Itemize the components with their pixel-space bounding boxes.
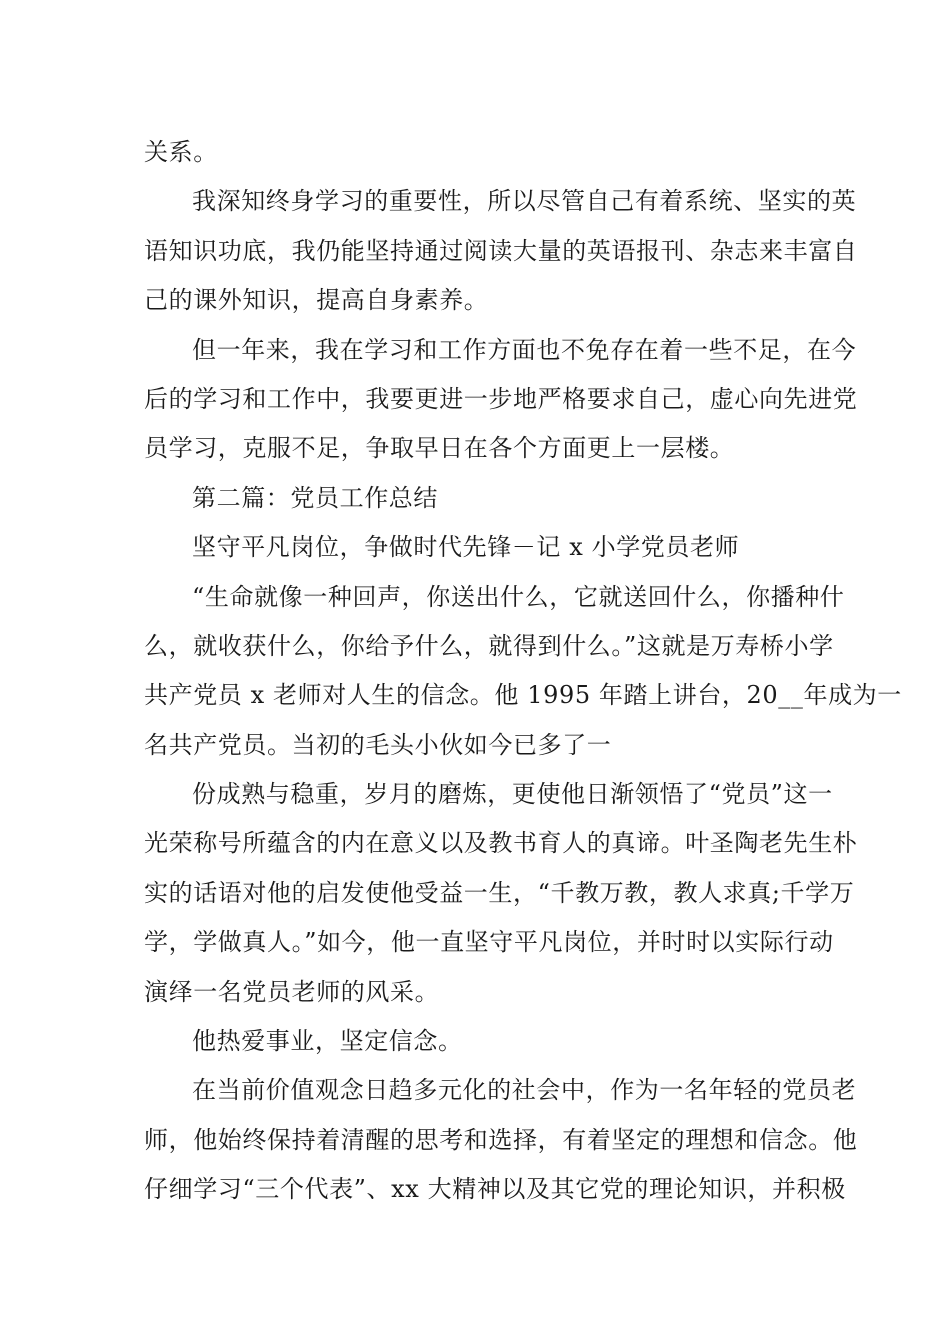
section-heading: 第二篇：党员工作总结 — [192, 483, 438, 512]
text-line: 么，就收获什么，你给予什么，就得到什么。”这就是万寿桥小学 — [144, 631, 834, 660]
text-line: 但一年来，我在学习和工作方面也不免存在着一些不足，在今 — [192, 335, 857, 364]
text-line: 光荣称号所蕴含的内在意义以及教书育人的真谛。叶圣陶老先生朴 — [144, 829, 858, 858]
text-line: 演绎一名党员老师的风采。 — [144, 977, 440, 1006]
text-line: 仔细学习“三个代表”、xx 大精神以及其它党的理论知识，并积极 — [144, 1175, 846, 1204]
text-line: 共产党员 x 老师对人生的信念。他 1995 年踏上讲台，20__年成为一 — [144, 681, 902, 710]
document-body — [144, 128, 902, 1215]
text-line: 关系。 — [144, 138, 218, 166]
article-subtitle: 坚守平凡岗位，争做时代先锋－记 x 小学党员老师 — [192, 533, 740, 562]
text-line: 学，学做真人。”如今，他一直坚守平凡岗位，并时时以实际行动 — [144, 928, 834, 957]
text-line: 后的学习和工作中，我要更进一步地严格要求自己，虚心向先进党 — [144, 384, 858, 413]
text-line: 师，他始终保持着清醒的思考和选择，有着坚定的理想和信念。他 — [144, 1125, 858, 1154]
text-line: 实的话语对他的启发使他受益一生，“千教万教，教人求真;千学万 — [144, 878, 855, 907]
text-line: 己的课外知识，提高自身素养。 — [144, 286, 489, 315]
text-line: 名共产党员。当初的毛头小伙如今已多了一 — [144, 730, 612, 759]
text-line: 份成熟与稳重，岁月的磨炼，更使他日渐领悟了“党员”这一 — [192, 780, 833, 809]
text-line: 我深知终身学习的重要性，所以尽管自己有着系统、坚实的英 — [192, 187, 857, 216]
text-line: 在当前价值观念日趋多元化的社会中，作为一名年轻的党员老 — [192, 1076, 857, 1105]
text-line: 员学习，克服不足，争取早日在各个方面更上一层楼。 — [144, 434, 735, 463]
text-line: 语知识功底，我仍能坚持通过阅读大量的英语报刊、杂志来丰富自 — [144, 236, 858, 265]
text-line: 他热爱事业，坚定信念。 — [192, 1027, 463, 1056]
text-line: “生命就像一种回声，你送出什么，它就送回什么，你播种什 — [192, 582, 845, 611]
